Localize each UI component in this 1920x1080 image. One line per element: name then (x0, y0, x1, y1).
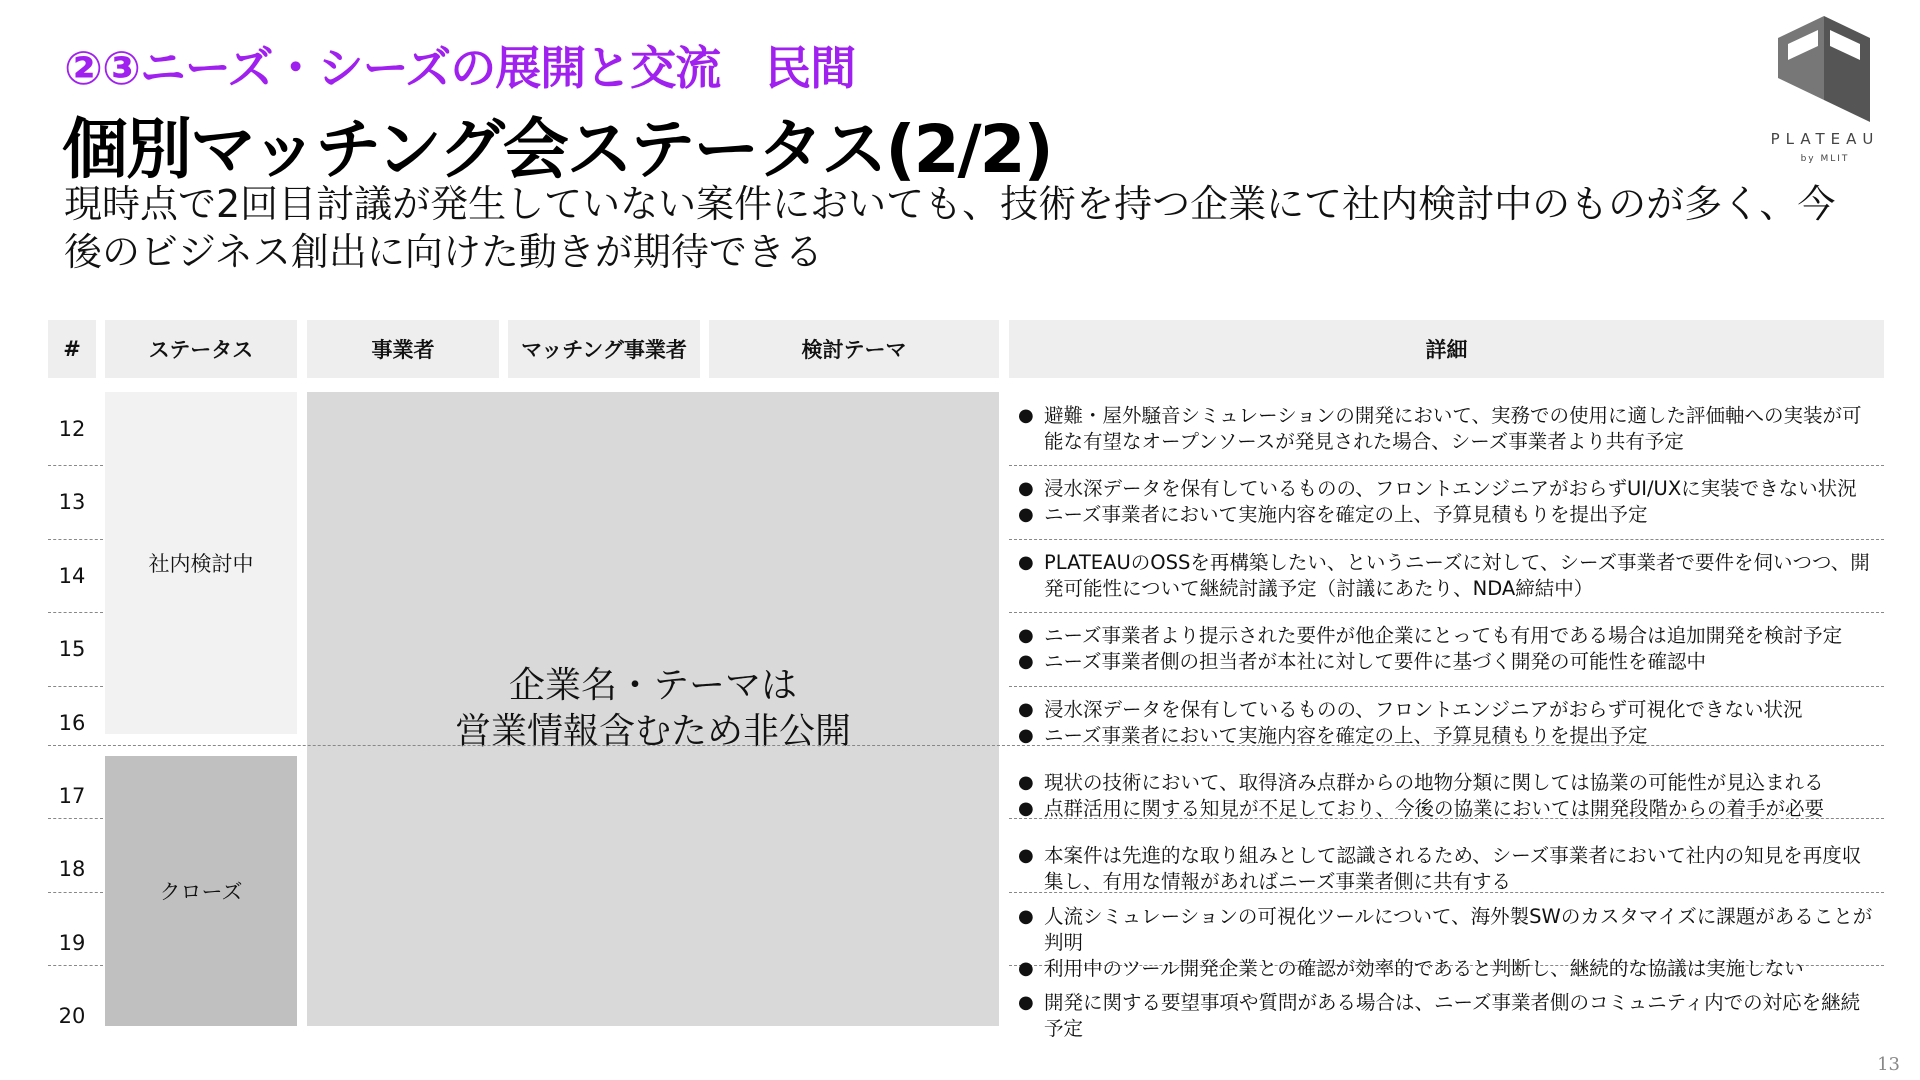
detail-bullet: ● ニーズ事業者より提示された要件が他企業にとっても有用である場合は追加開発を検討予定 (1018, 623, 1843, 647)
detail-cell (1018, 465, 1878, 538)
bullet-dot-icon: ● (1018, 551, 1034, 573)
detail-cell (1018, 832, 1878, 905)
status-closed: クローズ (105, 756, 297, 1026)
page-title: 個別マッチング会ステータス(2/2) (62, 111, 1052, 188)
bullet-dot-icon: ● (1018, 724, 1034, 746)
row-number: 12 (58, 416, 86, 441)
confidential-notice-line1: 企業名・テーマは (508, 665, 797, 706)
row-number: 15 (58, 636, 86, 661)
detail-bullet: ● ニーズ事業者において実施内容を確定の上、予算見積もりを提出予定 (1018, 502, 1648, 526)
row-number: 17 (58, 783, 86, 808)
col-header-theme: 検討テーマ (709, 320, 999, 378)
lead-text: 現時点で2回目討議が発生していない案件においても、技術を持つ企業にて社内検討中のものが多く、今後のビジネス創出に向けた動きが期待できる (64, 182, 1836, 274)
bullet-dot-icon: ● (1018, 797, 1034, 819)
row-number: 19 (58, 930, 86, 955)
detail-bullet: ● 避難・屋外騒音シミュレーションの開発において、実務での使用に適した評価軸への実装が可能な有望なオープンソースが発見された場合、シーズ事業者より共有予定 (1018, 403, 1862, 453)
col-header-num: # (48, 320, 96, 378)
bullet-dot-icon: ● (1018, 957, 1034, 979)
detail-cell (1018, 539, 1878, 612)
detail-cell (1018, 979, 1878, 1052)
detail-bullet: ● 利用中のツール開発企業との確認が効率的であると判断し、継続的な協議は実施しない (1018, 956, 1804, 980)
detail-bullet: ● 浸水深データを保有しているものの、フロントエンジニアがおらず可視化できない状況 (1018, 697, 1803, 721)
row-number: 13 (58, 489, 86, 514)
detail-bullet: ● 浸水深データを保有しているものの、フロントエンジニアがおらずUI/UXに実装できない状況 (1018, 476, 1857, 500)
detail-cell (1018, 612, 1878, 685)
detail-bullet: ● 現状の技術において、取得済み点群からの地物分類に関しては協業の可能性が見込まれる (1018, 770, 1824, 794)
col-header-company: 事業者 (307, 320, 499, 378)
detail-bullet: ● 開発に関する要望事項や質問がある場合は、ニーズ事業者側のコミュニティ内での対応を継続予定 (1018, 990, 1861, 1040)
page-number: 13 (1877, 1054, 1900, 1075)
row-number: 16 (58, 710, 86, 735)
bullet-dot-icon: ● (1018, 477, 1034, 499)
col-header-status: ステータス (105, 320, 297, 378)
confidential-notice-line2: 営業情報含むため非公開 (454, 711, 851, 752)
bullet-dot-icon: ● (1018, 991, 1034, 1013)
bullet-dot-icon: ● (1018, 624, 1034, 646)
detail-bullet: ● 人流シミュレーションの可視化ツールについて、海外製SWのカスタマイズに課題があることが判明 (1018, 904, 1873, 954)
section-subtitle: ②③ニーズ・シーズの展開と交流 民間 (64, 41, 856, 95)
bullet-dot-icon: ● (1018, 650, 1034, 672)
detail-bullet: ● ニーズ事業者において実施内容を確定の上、予算見積もりを提出予定 (1018, 723, 1648, 747)
logo-wordmark: PLATEAU (1770, 130, 1880, 148)
bullet-dot-icon: ● (1018, 698, 1034, 720)
detail-cell (1018, 906, 1878, 979)
bullet-dot-icon: ● (1018, 771, 1034, 793)
bullet-dot-icon: ● (1018, 844, 1034, 866)
detail-bullet: ● 本案件は先進的な取り組みとして認識されるため、シーズ事業者において社内の知見を再度収集し、有用な情報があればニーズ事業者側に共有する (1018, 843, 1862, 893)
col-header-details: 詳細 (1009, 320, 1884, 378)
detail-cell (1018, 686, 1878, 759)
bullet-dot-icon: ● (1018, 404, 1034, 426)
detail-bullet: ● PLATEAUのOSSを再構築したい、というニーズに対して、シーズ事業者で要件を伺いつつ、開発可能性について継続討議予定（討議にあたり、NDA締結中） (1018, 550, 1870, 600)
col-header-matching-company: マッチング事業者 (508, 320, 700, 378)
logo-subtext: by MLIT (1800, 154, 1850, 164)
confidential-notice (307, 392, 999, 1026)
detail-cell (1018, 759, 1878, 832)
row-number: 14 (58, 563, 86, 588)
detail-bullet: ● 点群活用に関する知見が不足しており、今後の協業においては開発段階からの着手が必要 (1018, 796, 1825, 820)
row-number: 18 (58, 856, 86, 881)
detail-cell (1018, 392, 1878, 465)
row-number: 20 (58, 1003, 86, 1028)
detail-bullet: ● ニーズ事業者側の担当者が本社に対して要件に基づく開発の可能性を確認中 (1018, 649, 1707, 673)
bullet-dot-icon: ● (1018, 905, 1034, 927)
plateau-logo (1760, 16, 1890, 166)
plateau-logo-icon (1778, 16, 1870, 124)
bullet-dot-icon: ● (1018, 503, 1034, 525)
status-internal-review: 社内検討中 (105, 392, 297, 734)
